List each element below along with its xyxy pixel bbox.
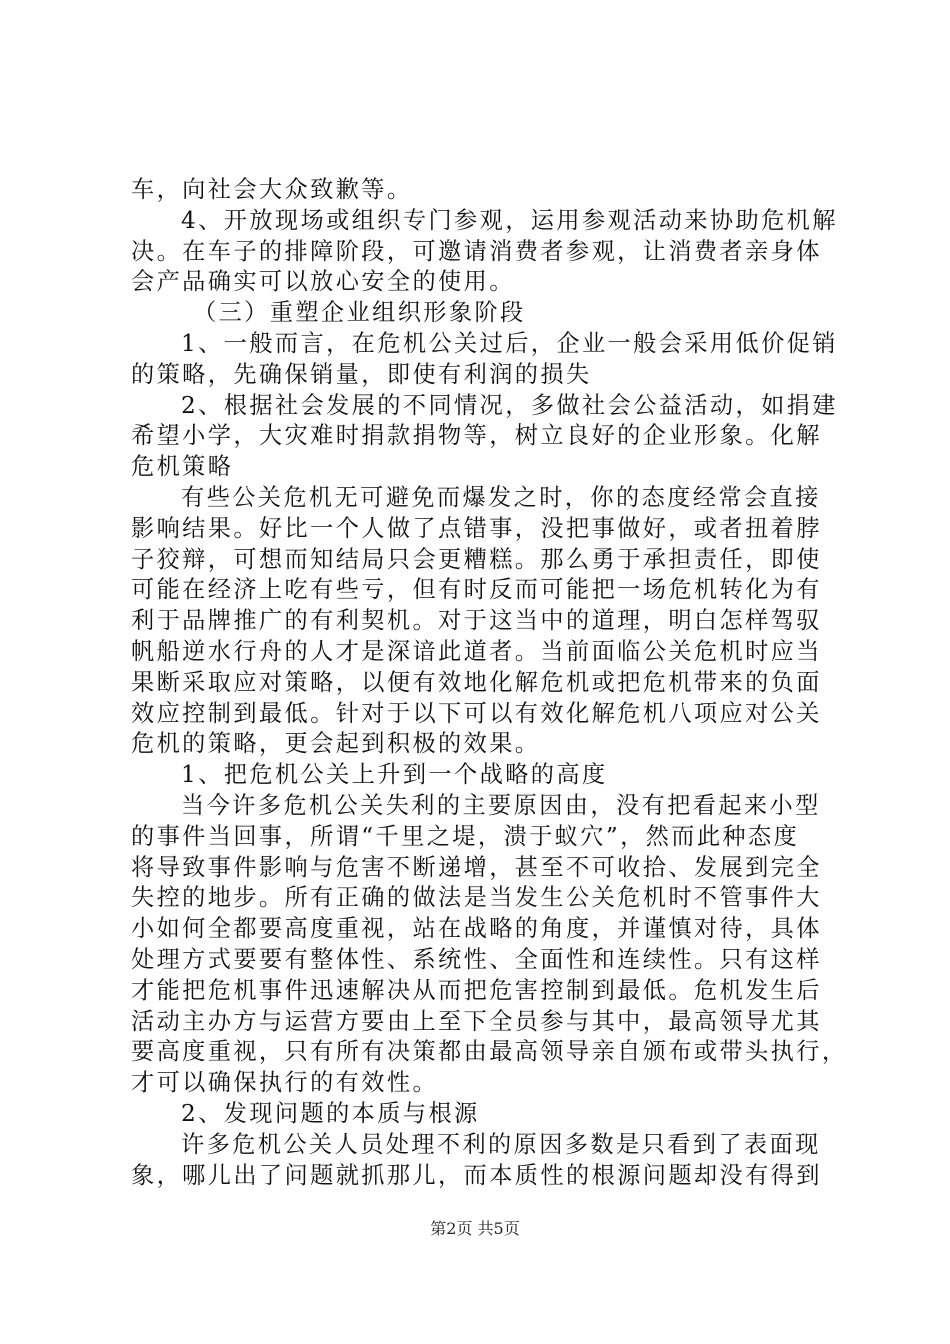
text-line: 将导致事件影响与危害不断递增，甚至不可收拾、发展到完全 — [131, 853, 822, 881]
page-footer: 第2页 共5页 — [430, 1219, 520, 1238]
section-heading: 2、发现问题的本质与根源 — [181, 1099, 480, 1127]
text-line: 希望小学，大灾难时捐款捐物等，树立良好的企业形象。化解 — [131, 422, 822, 450]
body-text — [131, 175, 848, 1191]
text-line: 的策略，先确保销量，即使有利润的损失 — [131, 360, 592, 388]
text-line: 可能在经济上吃有些亏，但有时反而可能把一场危机转化为有 — [131, 576, 822, 604]
text-line: 有些公关危机无可避免而爆发之时，你的态度经常会直接 — [181, 483, 821, 511]
text-line: 当今许多危机公关失利的主要原因由，没有把看起来小型 — [181, 791, 821, 819]
text-line: 2、根据社会发展的不同情况，多做社会公益活动，如捐建 — [181, 391, 838, 419]
text-line: 4、开放现场或组织专门参观，运用参观活动来协助危机解 — [181, 206, 838, 234]
text-line: 效应控制到最低。针对于以下可以有效化解危机八项应对公关 — [131, 699, 822, 727]
text-line: 才能把危机事件迅速解决从而把危害控制到最低。危机发生后 — [131, 976, 822, 1004]
text-line: 1、一般而言，在危机公关过后，企业一般会采用低价促销 — [181, 329, 838, 357]
text-line: 危机策略 — [131, 453, 234, 481]
text-line: 利于品牌推广的有利契机。对于这当中的道理，明白怎样驾驭 — [131, 607, 822, 635]
text-line: 果断采取应对策略，以便有效地化解危机或把危机带来的负面 — [131, 668, 822, 696]
text-line: 帆船逆水行舟的人才是深谙此道者。当前面临公关危机时应当 — [131, 637, 822, 665]
section-heading: 1、把危机公关上升到一个战略的高度 — [181, 761, 608, 789]
text-line: 决。在车子的排障阶段，可邀请消费者参观，让消费者亲身体 — [131, 237, 822, 265]
text-line: 的事件当回事，所谓“千里之堤，溃于蚁穴”，然而此种态度 — [131, 822, 800, 850]
text-line: 处理方式要要有整体性、系统性、全面性和连续性。只有这样 — [131, 945, 822, 973]
text-line: 小如何全都要高度重视，站在战略的角度，并谨慎对待，具体 — [131, 915, 822, 943]
text-line: 会产品确实可以放心安全的使用。 — [131, 268, 515, 296]
text-line: 许多危机公关人员处理不利的原因多数是只看到了表面现 — [181, 1130, 821, 1158]
text-line: 子狡辩，可想而知结局只会更糟糕。那么勇于承担责任，即使 — [131, 545, 822, 573]
text-line: 危机的策略，更会起到积极的效果。 — [131, 730, 541, 758]
text-line: 象，哪儿出了问题就抓那儿，而本质性的根源问题却没有得到 — [131, 1161, 822, 1189]
text-line: 才可以确保执行的有效性。 — [131, 1069, 439, 1097]
text-line: 影响结果。好比一个人做了点错事，没把事做好，或者扭着脖 — [131, 514, 822, 542]
text-line: 失控的地步。所有正确的做法是当发生公关危机时不管事件大 — [131, 884, 822, 912]
text-line: 要高度重视，只有所有决策都由最高领导亲自颁布或带头执行， — [131, 1038, 848, 1066]
text-line: 车，向社会大众致歉等。 — [131, 176, 413, 203]
section-heading: （三）重塑企业组织形象阶段 — [193, 299, 526, 327]
text-line: 活动主办方与运营方要由上至下全员参与其中，最高领导尤其 — [131, 1007, 822, 1035]
